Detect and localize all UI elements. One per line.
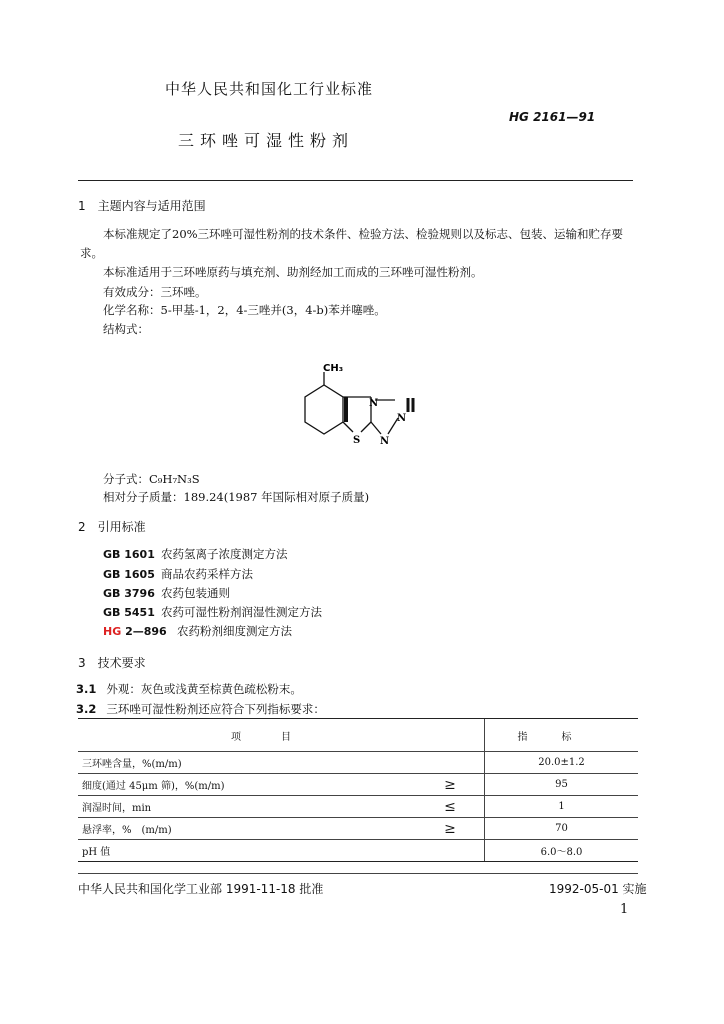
row-value: 1 — [485, 796, 639, 818]
section-2-heading: 2 引用标准 — [78, 520, 146, 534]
header-divider — [78, 180, 633, 181]
structure-label: 结构式： — [103, 322, 149, 336]
clause-3-1 — [76, 680, 302, 699]
table-row — [78, 818, 638, 840]
row-item: 润湿时间，min — [78, 796, 416, 818]
row-operator — [416, 840, 485, 862]
reference-item — [103, 604, 322, 620]
header-item: 项目 — [78, 719, 485, 752]
effective-date: 1992-05-01 实施 — [549, 882, 647, 896]
scope-paragraph: 本标准规定了20%三环唑可湿性粉剂的技术条件、检验方法、检验规则以及标志、包装、运输和贮存要求。 — [80, 227, 624, 260]
reference-code-rest: 2—896 — [121, 625, 167, 638]
row-item: 三环唑含量，%(m/m) — [78, 752, 416, 774]
table-row — [78, 796, 638, 818]
row-operator — [416, 752, 485, 774]
reference-name: 商品农药采样方法 — [161, 567, 253, 581]
reference-name: 农药可湿性粉剂润湿性测定方法 — [161, 605, 322, 619]
row-item: pH 值 — [78, 840, 416, 862]
row-item: 细度(通过 45μm 筛)，%(m/m) — [78, 774, 416, 796]
reference-name: 农药氢离子浓度测定方法 — [161, 547, 288, 561]
specification-table — [78, 718, 638, 862]
reference-code: GB 1601 — [103, 548, 155, 561]
clause-3-2 — [76, 700, 325, 719]
reference-item — [103, 623, 292, 639]
clause-number: 3.1 — [76, 682, 97, 696]
methyl-label: CH₃ — [323, 363, 344, 374]
nitrogen-label-3: N — [380, 436, 390, 447]
reference-item — [103, 585, 230, 601]
row-value: 70 — [485, 818, 639, 840]
row-item: 悬浮率，% (m/m) — [78, 818, 416, 840]
structural-formula — [295, 352, 435, 452]
row-operator: ≥ — [416, 818, 485, 840]
document-title: 三环唑可湿性粉剂 — [178, 131, 355, 150]
row-operator: ≥ — [416, 774, 485, 796]
issuing-organization: 中华人民共和国化工行业标准 — [165, 80, 374, 98]
clause-number: 3.2 — [76, 702, 97, 716]
applicability-paragraph: 本标准适用于三环唑原药与填充剂、助剂经加工而成的三环唑可湿性粉剂。 — [103, 265, 483, 279]
footer-divider — [78, 873, 638, 874]
sulfur-label: S — [353, 435, 361, 446]
clause-text: 外观：灰色或浅黄至棕黄色疏松粉末。 — [106, 682, 302, 696]
chemical-name: 化学名称：5-甲基-1，2，4-三唑并(3，4-b)苯并噻唑。 — [103, 303, 386, 317]
reference-name: 农药粉剂细度测定方法 — [177, 624, 292, 638]
reference-code — [103, 625, 177, 638]
section-3-heading: 3 技术要求 — [78, 656, 146, 670]
molecular-formula: 分子式：C₉H₇N₃S — [103, 472, 200, 486]
reference-name: 农药包装通则 — [161, 586, 230, 600]
header-value: 指标 — [485, 719, 639, 752]
clause-text: 三环唑可湿性粉剂还应符合下列指标要求： — [106, 702, 325, 716]
reference-item — [103, 546, 288, 562]
section-1-heading: 1 主题内容与适用范围 — [78, 199, 206, 213]
row-operator: ≤ — [416, 796, 485, 818]
page-number: 1 — [620, 902, 629, 917]
table-row — [78, 774, 638, 796]
table-row — [78, 752, 638, 774]
row-value: 6.0～8.0 — [485, 840, 639, 862]
reference-code: GB 1605 — [103, 568, 155, 581]
reference-code-prefix: HG — [103, 625, 122, 638]
reference-code: GB 5451 — [103, 606, 155, 619]
table-header-row — [78, 719, 638, 752]
reference-code: GB 3796 — [103, 587, 155, 600]
molecular-weight: 相对分子质量：189.24(1987 年国际相对原子质量) — [103, 490, 370, 504]
approval-line: 中华人民共和国化学工业部 1991-11-18 批准 — [78, 882, 324, 896]
nitrogen-label-1: N — [369, 398, 379, 409]
table-row — [78, 840, 638, 862]
row-value: 20.0±1.2 — [485, 752, 639, 774]
standard-code: HG 2161—91 — [509, 110, 596, 124]
reference-item — [103, 566, 253, 582]
nitrogen-label-2: N — [397, 413, 407, 424]
row-value: 95 — [485, 774, 639, 796]
active-ingredient: 有效成分：三环唑。 — [103, 285, 207, 299]
